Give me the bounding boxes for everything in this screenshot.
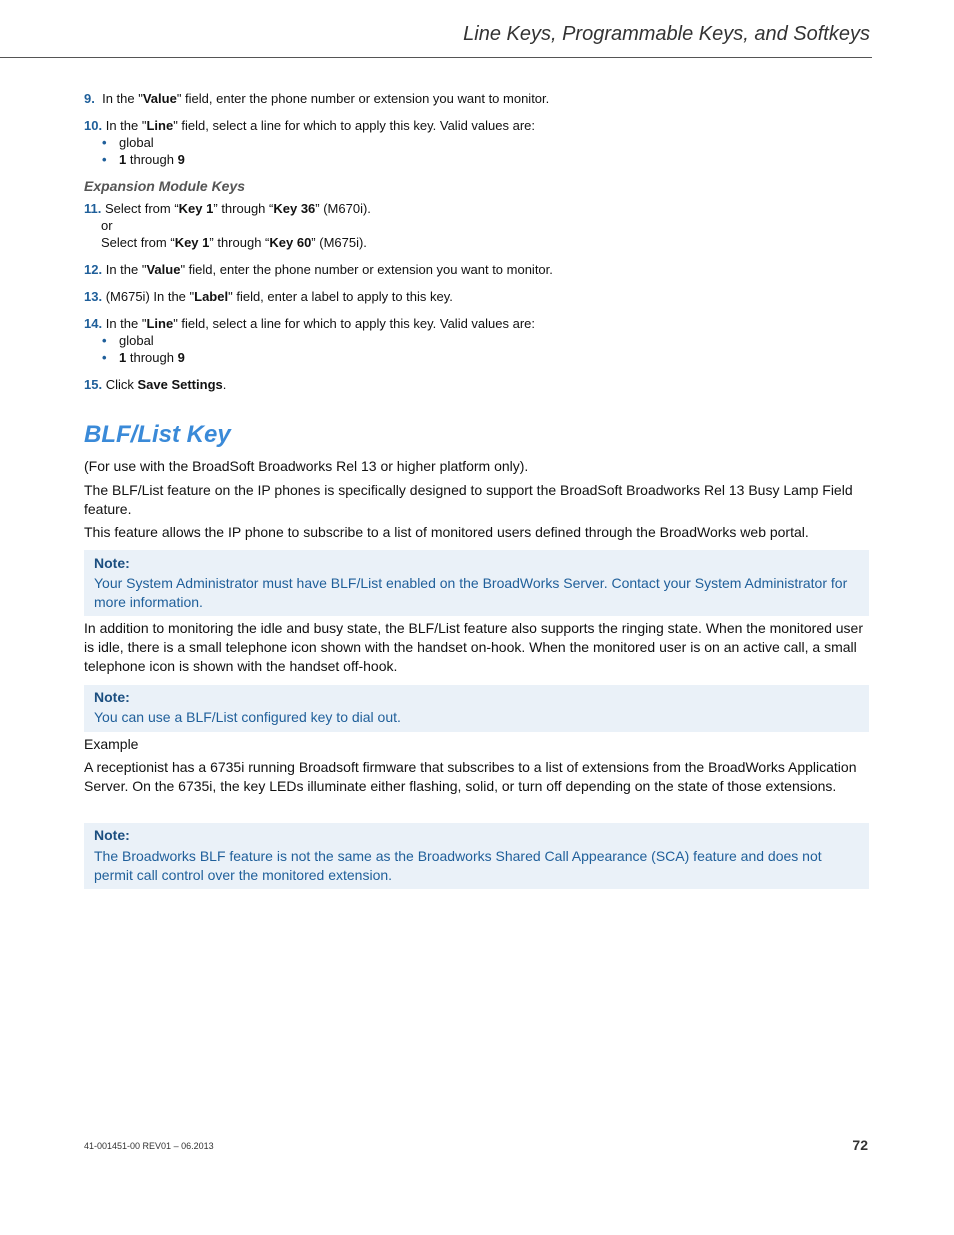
note-box [84,685,869,732]
bullet-text: 1 [119,152,127,167]
key-name: Key 1 [178,201,214,216]
bullet-text: 9 [177,152,185,167]
step-text: In the " [105,262,147,277]
paragraph: The BLF/List feature on the IP phones is specifically designed to support the BroadSoft Broadworks Rel 13 Busy Lamp Field feature. [84,482,853,517]
step-text: ” (M670i). [315,201,371,216]
step-text: " field, select a line for which to apply this key. Valid values are: [173,316,536,331]
key-name: Key 60 [269,235,312,250]
bullet-icon: • [102,135,107,150]
step-text: " field, enter the phone number or extension you want to monitor. [180,262,553,277]
step-text: (M675i) In the " [105,289,195,304]
step-9 [84,90,874,107]
step-number: 14. [84,316,103,331]
step-number: 9. [84,91,95,106]
step-11 [84,200,874,217]
note-body: The Broadworks BLF feature is not the same as the Broadworks Shared Call Appearance (SCA) feature and does not permit call control over the monitored extension. [94,848,822,883]
step-text: In the " [105,316,147,331]
field-name: Label [194,289,229,304]
bullet-text: through [126,350,178,365]
note-title: Note: [94,689,130,705]
header-rule [0,57,872,58]
step-11-alt [84,234,874,251]
section-title: BLF/List Key [84,421,231,448]
bullet-icon: • [102,350,107,365]
bullet-item [84,134,874,151]
key-name: Key 1 [174,235,210,250]
step-number: 12. [84,262,103,277]
step-text: In the " [102,91,143,106]
step-number: 11. [84,201,102,216]
step-14 [84,315,874,332]
step-number: 10. [84,118,103,133]
step-15 [84,376,874,393]
field-name: Line [146,118,174,133]
note-body: Your System Administrator must have BLF/List enabled on the BroadWorks Server. Contact your System Administrator for more information. [94,575,848,610]
example-label: Example [84,736,139,752]
note-box [84,823,869,889]
step-12 [84,261,874,278]
field-name: Value [146,262,181,277]
field-name: Value [142,91,177,106]
bullet-text: global [119,135,154,150]
step-text: " field, select a line for which to apply this key. Valid values are: [173,118,536,133]
paragraph: A receptionist has a 6735i running Broadsoft firmware that subscribes to a list of extensions from the BroadWorks Application Server. On the 6735i, the key LEDs illuminate either flashing, solid, or turn off depending on the state of those extensions. [84,759,857,794]
step-text: ” (M675i). [311,235,367,250]
bullet-text: global [119,333,154,348]
step-13 [84,288,874,305]
step-text: " field, enter a label to apply to this key. [228,289,453,304]
step-text: Select from “ [101,235,175,250]
note-body: You can use a BLF/List configured key to dial out. [94,709,401,725]
field-name: Line [146,316,174,331]
page-number: 72 [852,1137,868,1153]
paragraph: This feature allows the IP phone to subscribe to a list of monitored users defined through the BroadWorks web portal. [84,524,809,540]
steps-list [84,90,874,393]
bullet-text: through [126,152,178,167]
note-title: Note: [94,555,130,571]
key-name: Key 36 [273,201,316,216]
button-name: Save Settings [137,377,223,392]
step-number: 15. [84,377,103,392]
step-or: or [101,218,113,233]
paragraph: In addition to monitoring the idle and busy state, the BLF/List feature also supports the ringing state. When the monitored user is idle, there is a small telephone icon shown with the handset on-hook. When the monitored user is on an active call, a small telephone icon is shown with the handset off-hook. [84,620,864,674]
document-id: 41-001451-00 REV01 – 06.2013 [84,1141,214,1151]
bullet-item [84,151,874,168]
step-number: 13. [84,289,103,304]
step-text: Click [105,377,138,392]
note-title: Note: [94,827,130,843]
step-text: " field, enter the phone number or extension you want to monitor. [176,91,550,106]
note-box [84,550,869,616]
page-header-title: Line Keys, Programmable Keys, and Softkeys [463,23,870,45]
paragraph: (For use with the BroadSoft Broadworks Rel 13 or higher platform only). [84,458,529,474]
step-text: . [222,377,227,392]
step-text: ” through “ [213,201,274,216]
step-text: In the " [105,118,147,133]
step-text: ” through “ [209,235,270,250]
bullet-icon: • [102,333,107,348]
subheading-expansion-module-keys: Expansion Module Keys [84,178,246,194]
bullet-icon: • [102,152,107,167]
bullet-text: 9 [177,350,185,365]
bullet-text: 1 [119,350,127,365]
step-10 [84,117,874,134]
step-text: Select from “ [104,201,179,216]
bullet-item [84,349,874,366]
bullet-item [84,332,874,349]
